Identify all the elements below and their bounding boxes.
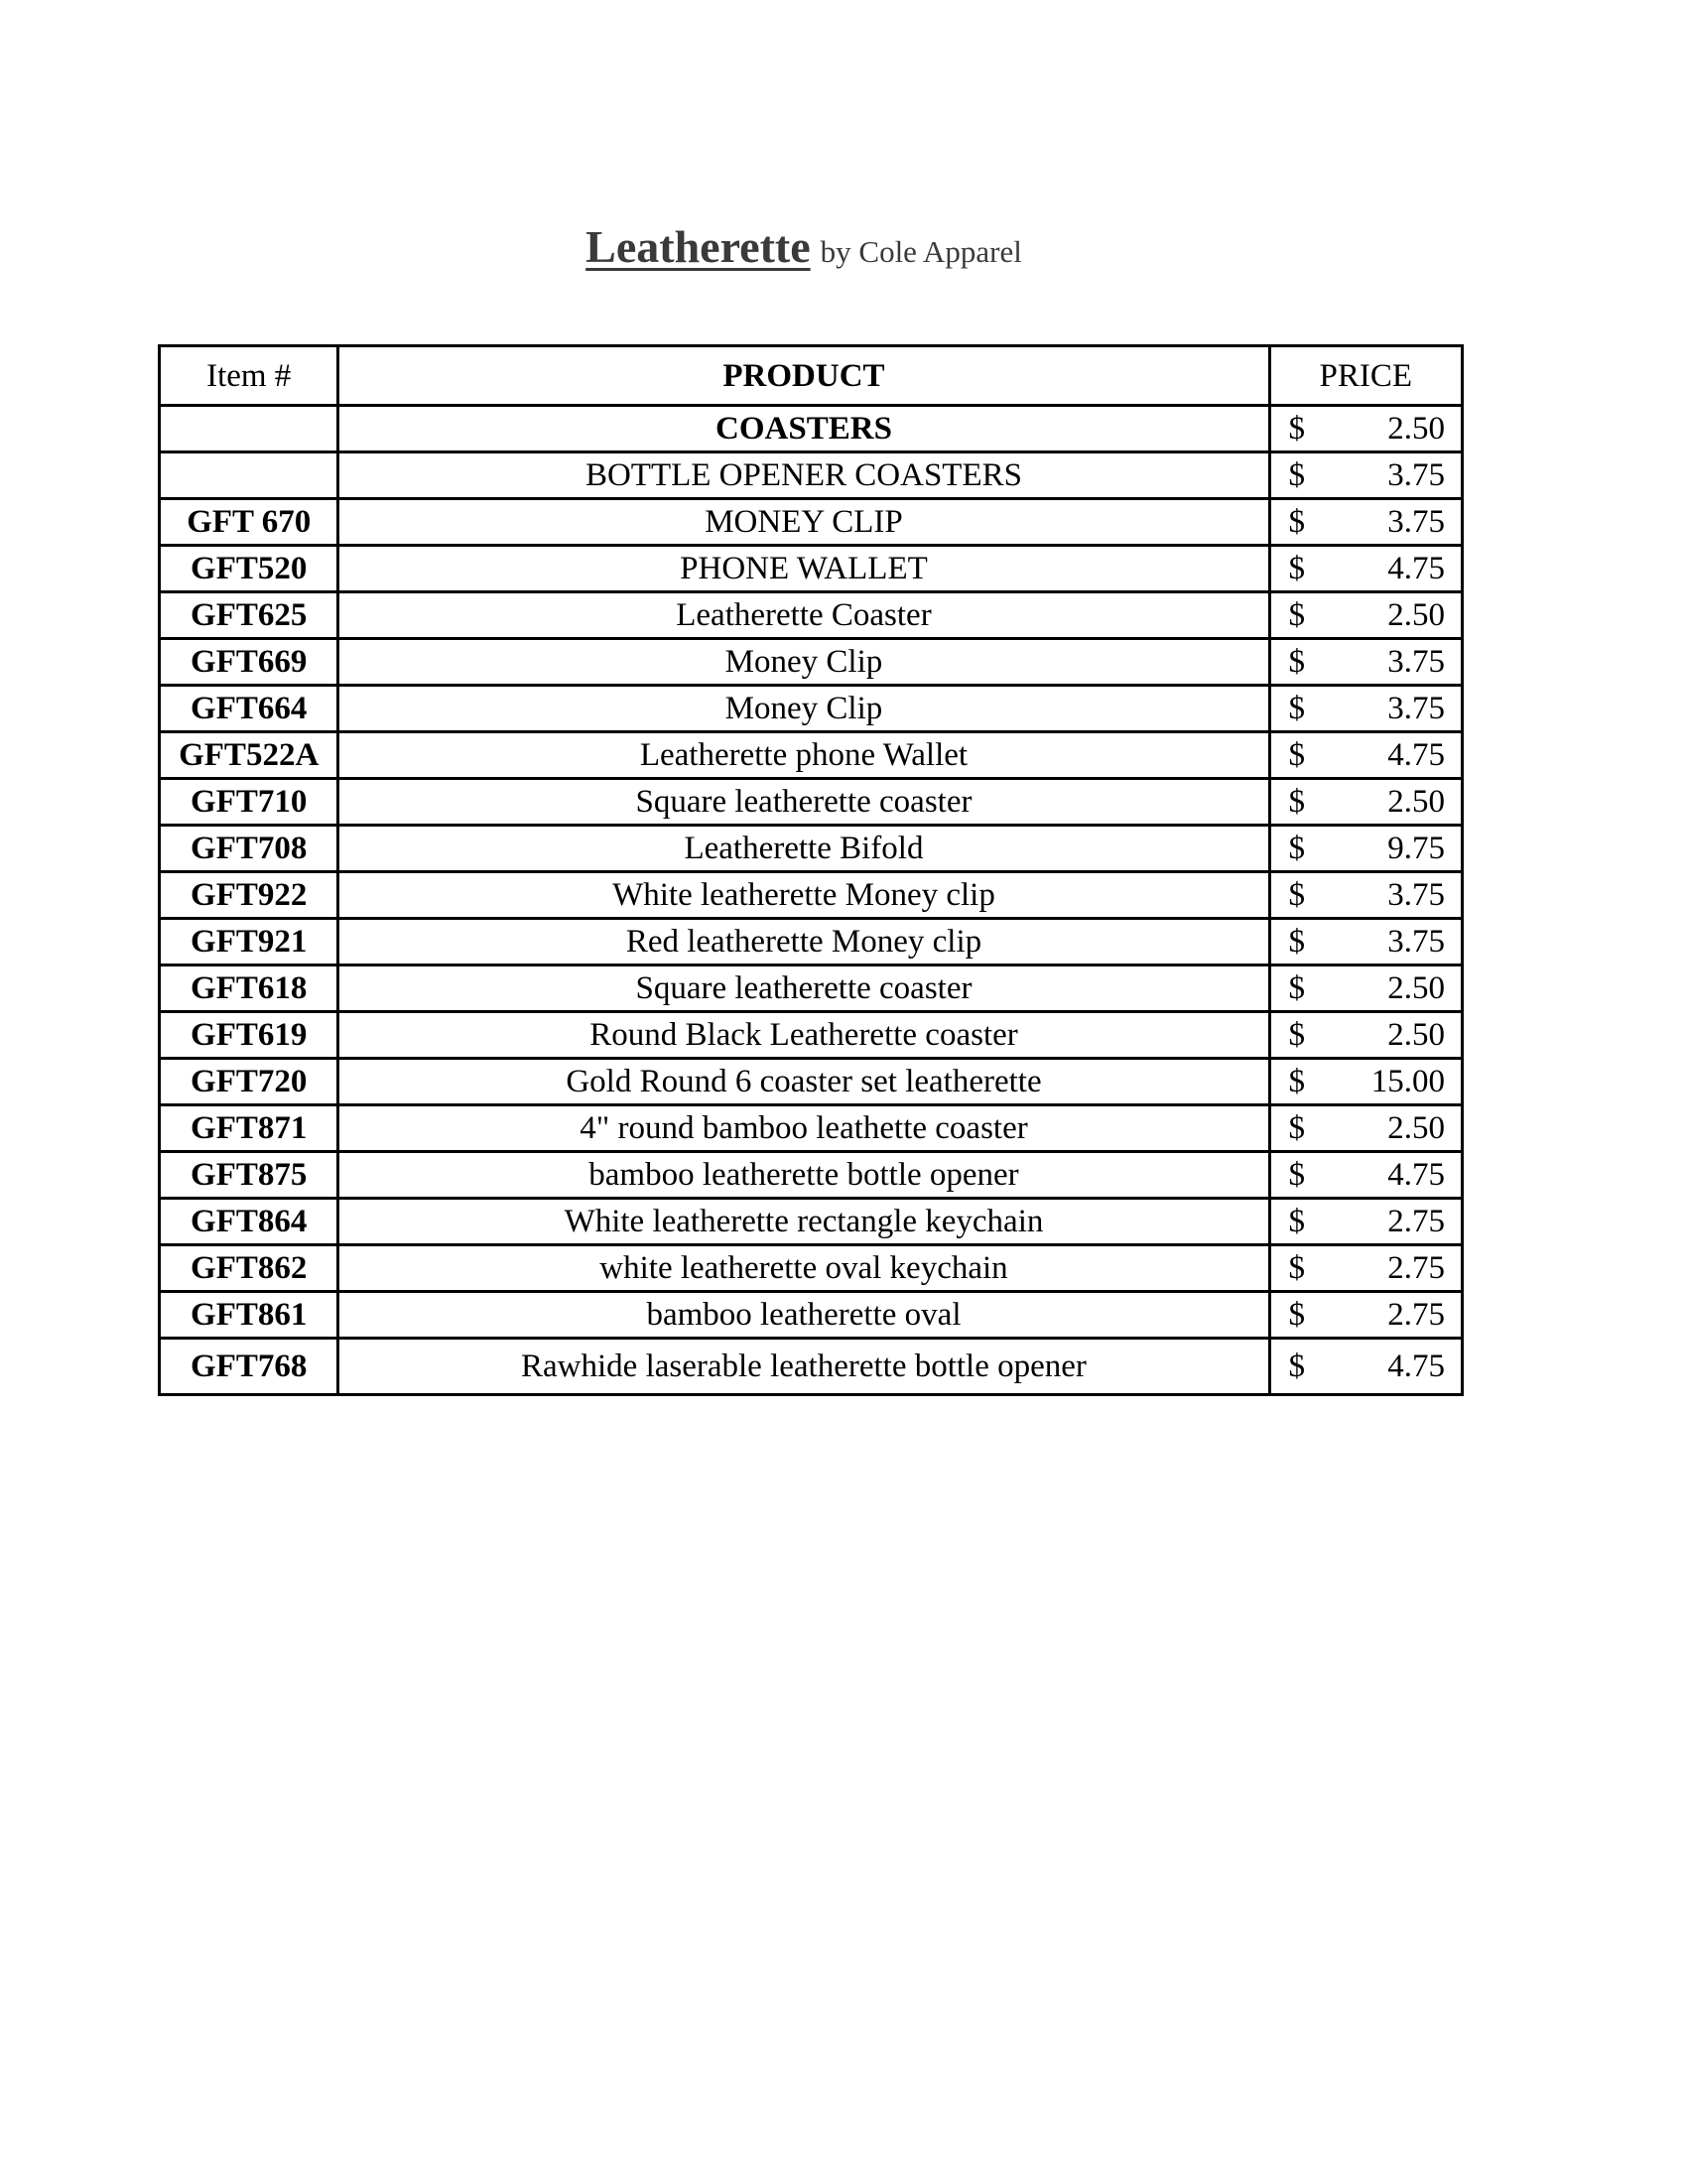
table-row [160, 639, 1463, 686]
item-number: GFT625 [160, 592, 338, 639]
table-row [160, 1199, 1463, 1245]
title-subtitle: by Cole Apparel [820, 234, 1022, 269]
price-amount: 4.75 [1387, 737, 1445, 773]
currency-symbol: $ [1288, 1157, 1306, 1193]
price-amount: 2.75 [1387, 1297, 1445, 1333]
price-amount: 2.50 [1387, 784, 1445, 820]
price-cell [1269, 1292, 1462, 1339]
header-product: PRODUCT [338, 346, 1269, 406]
price-amount: 3.75 [1387, 504, 1445, 540]
table-row [160, 406, 1463, 452]
currency-symbol: $ [1288, 597, 1306, 633]
item-number: GFT862 [160, 1245, 338, 1292]
price-cell [1269, 639, 1462, 686]
price-cell [1269, 919, 1462, 965]
price-cell [1269, 452, 1462, 499]
item-number: GFT664 [160, 686, 338, 732]
table-row [160, 1152, 1463, 1199]
header-price: PRICE [1269, 346, 1462, 406]
price-cell [1269, 826, 1462, 872]
table-row [160, 965, 1463, 1012]
table-header-row [160, 346, 1463, 406]
price-cell [1269, 872, 1462, 919]
product-name: White leatherette Money clip [338, 872, 1269, 919]
product-name: Leatherette Bifold [338, 826, 1269, 872]
price-amount: 2.75 [1387, 1204, 1445, 1239]
price-cell [1269, 406, 1462, 452]
currency-symbol: $ [1288, 1017, 1306, 1053]
price-amount: 4.75 [1387, 1349, 1445, 1384]
item-number: GFT 670 [160, 499, 338, 546]
table-row [160, 546, 1463, 592]
price-amount: 15.00 [1370, 1064, 1445, 1099]
currency-symbol: $ [1288, 457, 1306, 493]
product-name: Red leatherette Money clip [338, 919, 1269, 965]
price-amount: 2.50 [1387, 970, 1445, 1006]
price-cell [1269, 546, 1462, 592]
currency-symbol: $ [1288, 504, 1306, 540]
table-row [160, 1292, 1463, 1339]
price-amount: 2.50 [1387, 1017, 1445, 1053]
price-amount: 3.75 [1387, 691, 1445, 726]
price-cell [1269, 779, 1462, 826]
item-number: GFT522A [160, 732, 338, 779]
price-cell [1269, 1105, 1462, 1152]
item-number: GFT768 [160, 1339, 338, 1395]
product-name: Money Clip [338, 639, 1269, 686]
product-name: Square leatherette coaster [338, 965, 1269, 1012]
table-row [160, 779, 1463, 826]
item-number: GFT708 [160, 826, 338, 872]
price-cell [1269, 1199, 1462, 1245]
price-cell [1269, 965, 1462, 1012]
table-row [160, 919, 1463, 965]
product-name: Leatherette phone Wallet [338, 732, 1269, 779]
item-number: GFT922 [160, 872, 338, 919]
item-number: GFT861 [160, 1292, 338, 1339]
item-number: GFT864 [160, 1199, 338, 1245]
table-row [160, 872, 1463, 919]
price-amount: 3.75 [1387, 924, 1445, 960]
currency-symbol: $ [1288, 1250, 1306, 1286]
price-cell [1269, 1339, 1462, 1395]
product-name: bamboo leatherette bottle opener [338, 1152, 1269, 1199]
currency-symbol: $ [1288, 1297, 1306, 1333]
item-number: GFT619 [160, 1012, 338, 1059]
currency-symbol: $ [1288, 924, 1306, 960]
table-row [160, 826, 1463, 872]
item-number: GFT875 [160, 1152, 338, 1199]
price-amount: 2.75 [1387, 1250, 1445, 1286]
currency-symbol: $ [1288, 877, 1306, 913]
price-amount: 3.75 [1387, 644, 1445, 680]
price-cell [1269, 1059, 1462, 1105]
price-amount: 9.75 [1387, 831, 1445, 866]
product-name: Square leatherette coaster [338, 779, 1269, 826]
product-name: MONEY CLIP [338, 499, 1269, 546]
product-name: Leatherette Coaster [338, 592, 1269, 639]
price-amount: 4.75 [1387, 551, 1445, 586]
header-item: Item # [160, 346, 338, 406]
item-number: GFT710 [160, 779, 338, 826]
currency-symbol: $ [1288, 1110, 1306, 1146]
item-number [160, 406, 338, 452]
table-row [160, 686, 1463, 732]
price-cell [1269, 499, 1462, 546]
product-name: Round Black Leatherette coaster [338, 1012, 1269, 1059]
product-name: Money Clip [338, 686, 1269, 732]
price-amount: 2.50 [1387, 411, 1445, 447]
product-name: COASTERS [338, 406, 1269, 452]
currency-symbol: $ [1288, 737, 1306, 773]
currency-symbol: $ [1288, 644, 1306, 680]
table-row [160, 732, 1463, 779]
price-cell [1269, 1152, 1462, 1199]
table-body [160, 406, 1463, 1395]
item-number: GFT921 [160, 919, 338, 965]
product-name: 4" round bamboo leathette coaster [338, 1105, 1269, 1152]
currency-symbol: $ [1288, 411, 1306, 447]
item-number [160, 452, 338, 499]
product-name: Gold Round 6 coaster set leatherette [338, 1059, 1269, 1105]
page-title [0, 220, 1608, 273]
title-main: Leatherette [585, 221, 811, 272]
table-row [160, 452, 1463, 499]
item-number: GFT871 [160, 1105, 338, 1152]
product-name: Rawhide laserable leatherette bottle opener [338, 1339, 1269, 1395]
product-name: PHONE WALLET [338, 546, 1269, 592]
table-row [160, 1339, 1463, 1395]
item-number: GFT520 [160, 546, 338, 592]
currency-symbol: $ [1288, 1064, 1306, 1099]
price-amount: 2.50 [1387, 597, 1445, 633]
price-amount: 4.75 [1387, 1157, 1445, 1193]
price-cell [1269, 592, 1462, 639]
table-row [160, 1012, 1463, 1059]
product-name: BOTTLE OPENER COASTERS [338, 452, 1269, 499]
item-number: GFT618 [160, 965, 338, 1012]
table-row [160, 1245, 1463, 1292]
price-amount: 3.75 [1387, 877, 1445, 913]
currency-symbol: $ [1288, 831, 1306, 866]
price-amount: 2.50 [1387, 1110, 1445, 1146]
product-name: bamboo leatherette oval [338, 1292, 1269, 1339]
product-name: White leatherette rectangle keychain [338, 1199, 1269, 1245]
price-amount: 3.75 [1387, 457, 1445, 493]
currency-symbol: $ [1288, 1204, 1306, 1239]
currency-symbol: $ [1288, 1349, 1306, 1384]
table-row [160, 1105, 1463, 1152]
price-cell [1269, 732, 1462, 779]
price-cell [1269, 686, 1462, 732]
item-number: GFT720 [160, 1059, 338, 1105]
table-row [160, 1059, 1463, 1105]
product-name: white leatherette oval keychain [338, 1245, 1269, 1292]
currency-symbol: $ [1288, 784, 1306, 820]
currency-symbol: $ [1288, 970, 1306, 1006]
table-row [160, 592, 1463, 639]
price-table [158, 344, 1464, 1396]
price-cell [1269, 1245, 1462, 1292]
item-number: GFT669 [160, 639, 338, 686]
currency-symbol: $ [1288, 691, 1306, 726]
table-row [160, 499, 1463, 546]
price-cell [1269, 1012, 1462, 1059]
currency-symbol: $ [1288, 551, 1306, 586]
